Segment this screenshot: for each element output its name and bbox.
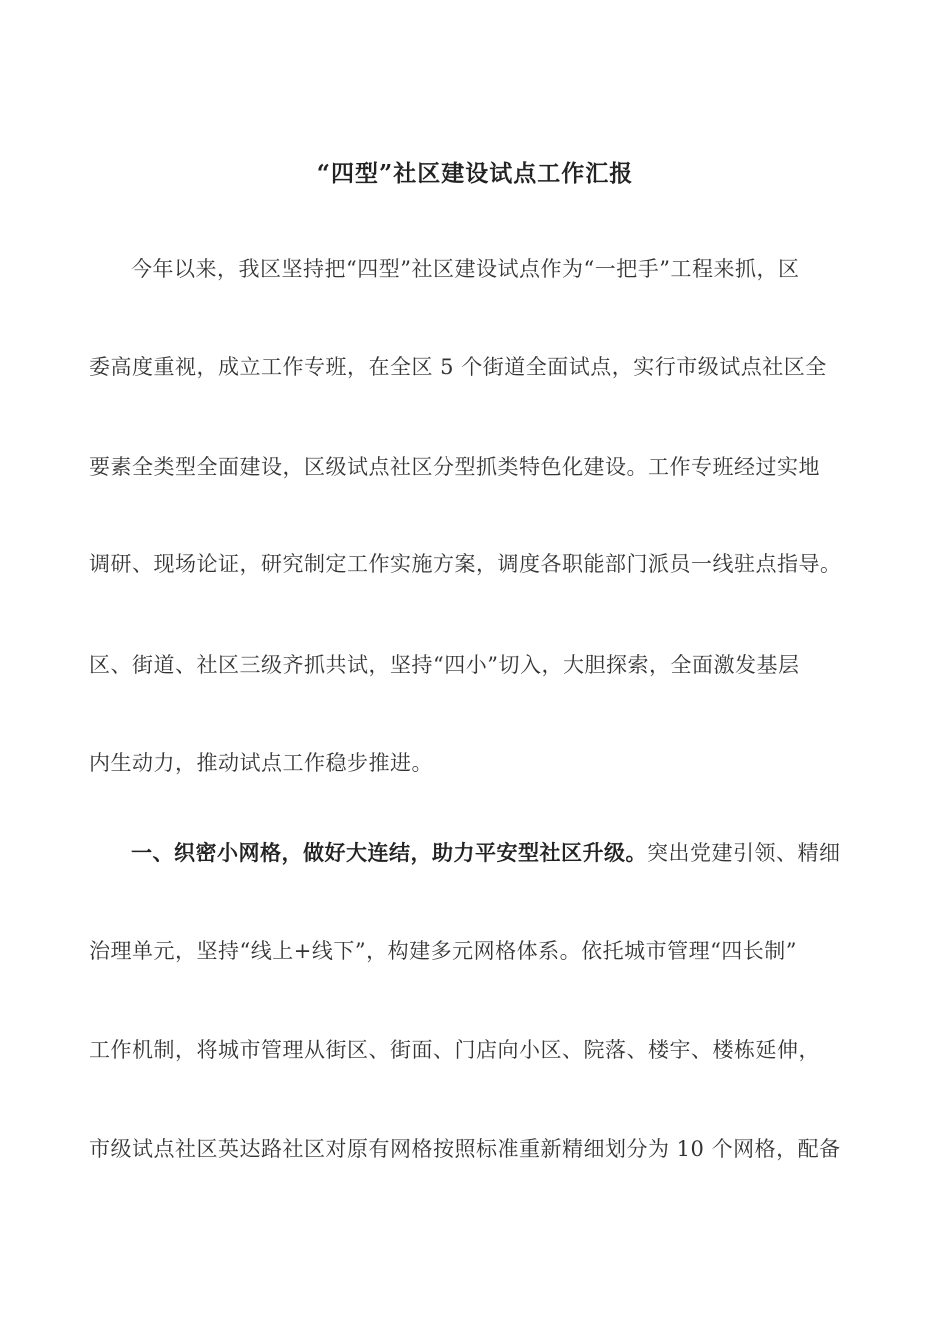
paragraph-line: 市级试点社区英达路社区对原有网格按照标准重新精细划分为 10 个网格，配备 — [89, 1137, 841, 1161]
paragraph-line: 区、街道、社区三级齐抓共试，坚持“四小”切入，大胆探索，全面激发基层 — [89, 653, 800, 677]
paragraph-line: 今年以来，我区坚持把“四型”社区建设试点作为“一把手”工程来抓，区 — [131, 257, 800, 281]
document-title: “四型”社区建设试点工作汇报 — [316, 160, 634, 187]
paragraph-line: 治理单元，坚持“线上+线下”，构建多元网格体系。依托城市管理“四长制” — [89, 939, 798, 963]
section-heading-line — [131, 838, 864, 868]
paragraph-line: 内生动力，推动试点工作稳步推进。 — [89, 751, 433, 775]
paragraph-line: 工作机制，将城市管理从街区、街面、门店向小区、院落、楼宇、楼栋延伸， — [89, 1038, 820, 1062]
section-heading: 一、织密小网格，做好大连结，助力平安型社区升级。 — [131, 840, 647, 865]
paragraph-line: 要素全类型全面建设，区级试点社区分型抓类特色化建设。工作专班经过实地 — [89, 455, 820, 479]
paragraph-line: 调研、现场论证，研究制定工作实施方案，调度各职能部门派员一线驻点指导。 — [89, 552, 842, 576]
section-heading-continuation: 突出党建引领、精细 — [647, 841, 841, 865]
paragraph-line: 委高度重视，成立工作专班，在全区 5 个街道全面试点，实行市级试点社区全 — [89, 355, 827, 379]
